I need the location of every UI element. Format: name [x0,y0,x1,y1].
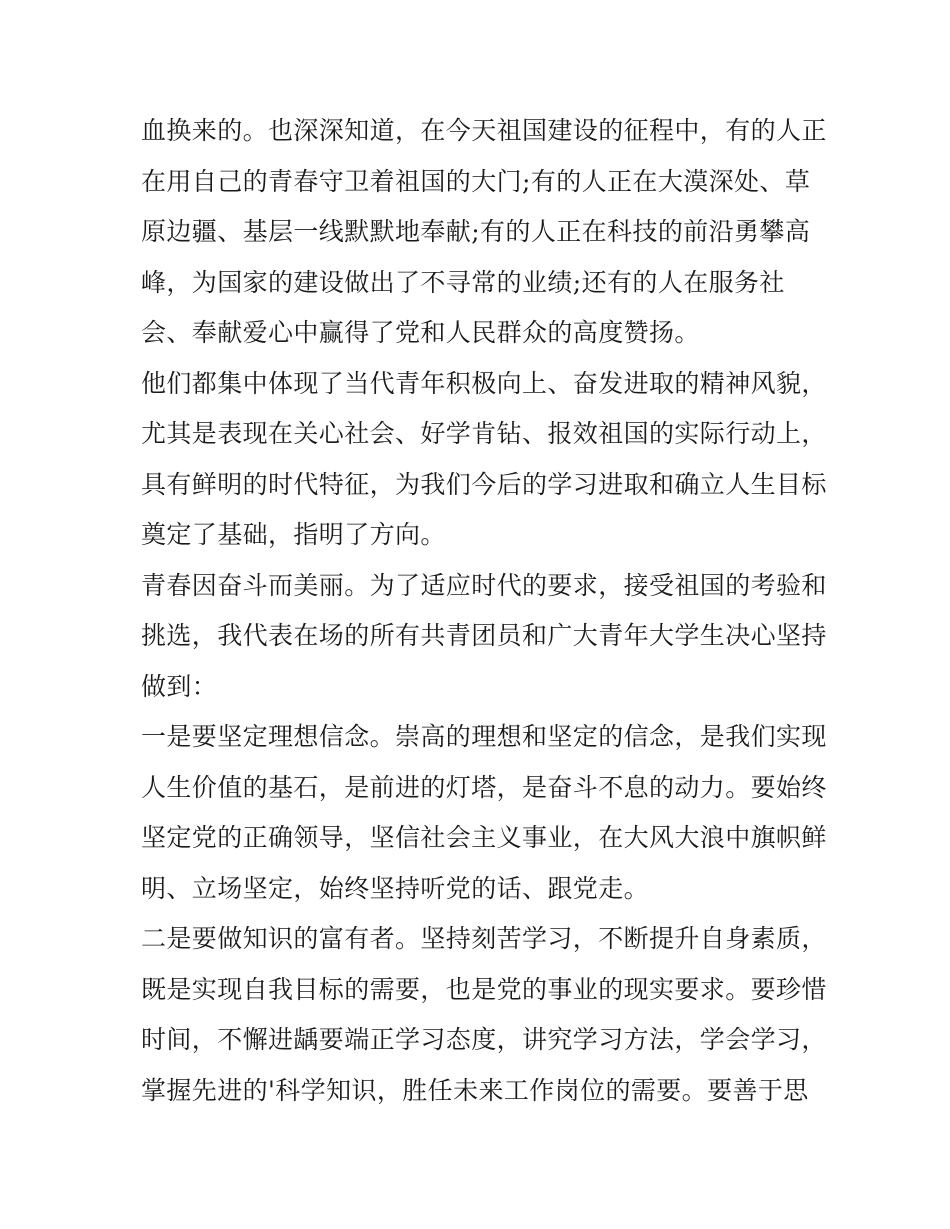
text-line: 时间，不懈进龋要端正学习态度，讲究学习方法，学会学习， [141,1025,827,1054]
text-line: 血换来的。也深深知道，在今天祖国建设的征程中，有的人正 [141,116,827,145]
text-line: 具有鲜明的时代特征，为我们今后的学习进取和确立人生目标 [141,469,827,499]
text-line: 奠定了基础，指明了方向。 [141,520,446,549]
text-line: 做到： [141,671,218,701]
text-line: 挑选，我代表在场的所有共青团员和广大青年大学生决心坚持 [141,621,827,650]
text-line: 坚定党的正确领导，坚信社会主义事业，在大风大浪中旗帜鲜 [141,823,827,852]
text-line: 尤其是表现在关心社会、好学肯钻、报效祖国的实际行动上， [141,419,827,448]
body-text [141,106,827,1116]
text-line: 既是实现自我目标的需要，也是党的事业的现实要求。要珍惜 [141,974,827,1004]
text-line: 青春因奋斗而美丽。为了适应时代的要求，接受祖国的考验和 [141,570,827,600]
text-line: 明、立场坚定，始终坚持听党的话、跟党走。 [141,873,650,903]
text-line: 掌握先进的'科学知识，胜任未来工作岗位的需要。要善于思 [141,1075,809,1105]
text-line: 峰，为国家的建设做出了不寻常的业绩;还有的人在服务社 [141,267,785,297]
text-line: 在用自己的青春守卫着祖国的大门;有的人正在大漠深处、草 [141,166,811,196]
text-line: 人生价值的基石，是前进的灯塔，是奋斗不息的动力。要始终 [141,772,827,802]
text-line: 他们都集中体现了当代青年积极向上、奋发进取的精神风貌， [141,368,827,398]
text-line: 原边疆、基层一线默默地奉献;有的人正在科技的前沿勇攀高 [141,217,811,246]
text-line: 一是要坚定理想信念。崇高的理想和坚定的信念，是我们实现 [141,722,827,751]
text-line: 二是要做知识的富有者。坚持刻苦学习，不断提升自身素质， [141,924,827,953]
text-line: 会、奉献爱心中赢得了党和人民群众的高度赞扬。 [141,318,700,347]
